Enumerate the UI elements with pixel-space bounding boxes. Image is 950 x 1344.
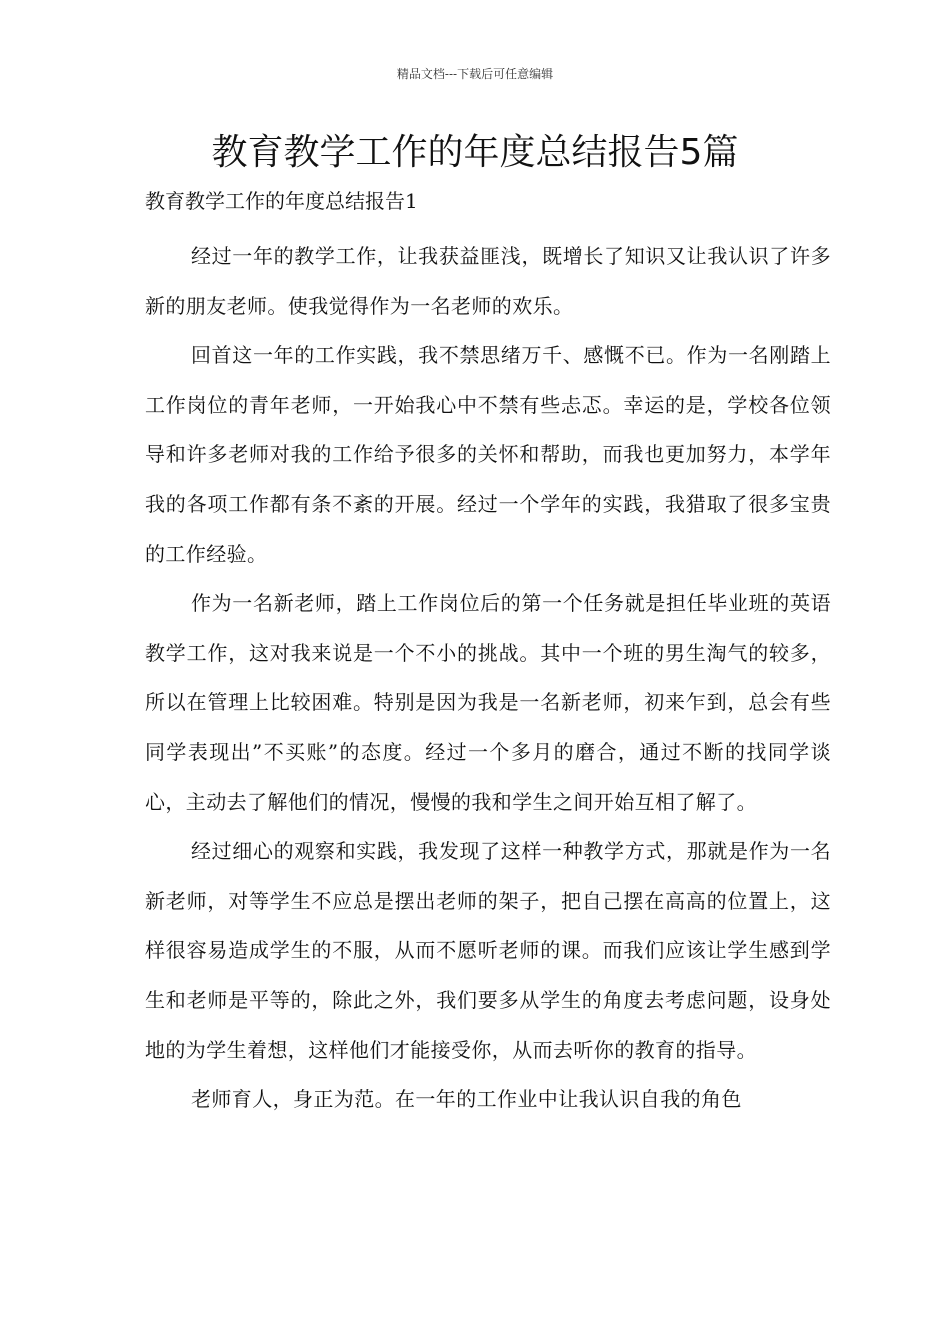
paragraph: 作为一名新老师，踏上工作岗位后的第一个任务就是担任毕业班的英语教学工作，这对我来说是一个不小的挑战。其中一个班的男生淘气的较多，所以在管理上比较困难。特别是因为我是一名新老师，初来乍到，总会有些同学表现出”不买账”的态度。经过一个多月的磨合，通过不断的找同学谈心，主动去了解他们的情况，慢慢的我和学生之间开始互相了解了。 — [145, 591, 831, 814]
body-text — [145, 232, 831, 1125]
paragraph: 经过细心的观察和实践，我发现了这样一种教学方式，那就是作为一名新老师，对等学生不应总是摆出老师的架子，把自己摆在高高的位置上，这样很容易造成学生的不服，从而不愿听老师的课。而我们应该让学生感到学生和老师是平等的，除此之外，我们要多从学生的角度去考虑问题，设身处地的为学生着想，这样他们才能接受你，从而去听你的教育的指导。 — [145, 839, 831, 1062]
paragraph: 经过一年的教学工作，让我获益匪浅，既增长了知识又让我认识了许多新的朋友老师。使我觉得作为一名老师的欢乐。 — [145, 244, 831, 318]
section-subheading: 教育教学工作的年度总结报告1 — [145, 189, 418, 213]
document-title: 教育教学工作的年度总结报告5篇 — [211, 132, 739, 173]
paragraph: 老师育人，身正为范。在一年的工作业中让我认识自我的角色 — [191, 1087, 742, 1112]
header-note: 精品文档---下载后可任意编辑 — [396, 67, 554, 81]
paragraph: 回首这一年的工作实践，我不禁思绪万千、感慨不已。作为一名刚踏上工作岗位的青年老师，一开始我心中不禁有些忐忑。幸运的是，学校各位领导和许多老师对我的工作给予很多的关怀和帮助，而我也更加努力，本学年我的各项工作都有条不紊的开展。经过一个学年的实践，我猎取了很多宝贵的工作经验。 — [145, 343, 831, 566]
